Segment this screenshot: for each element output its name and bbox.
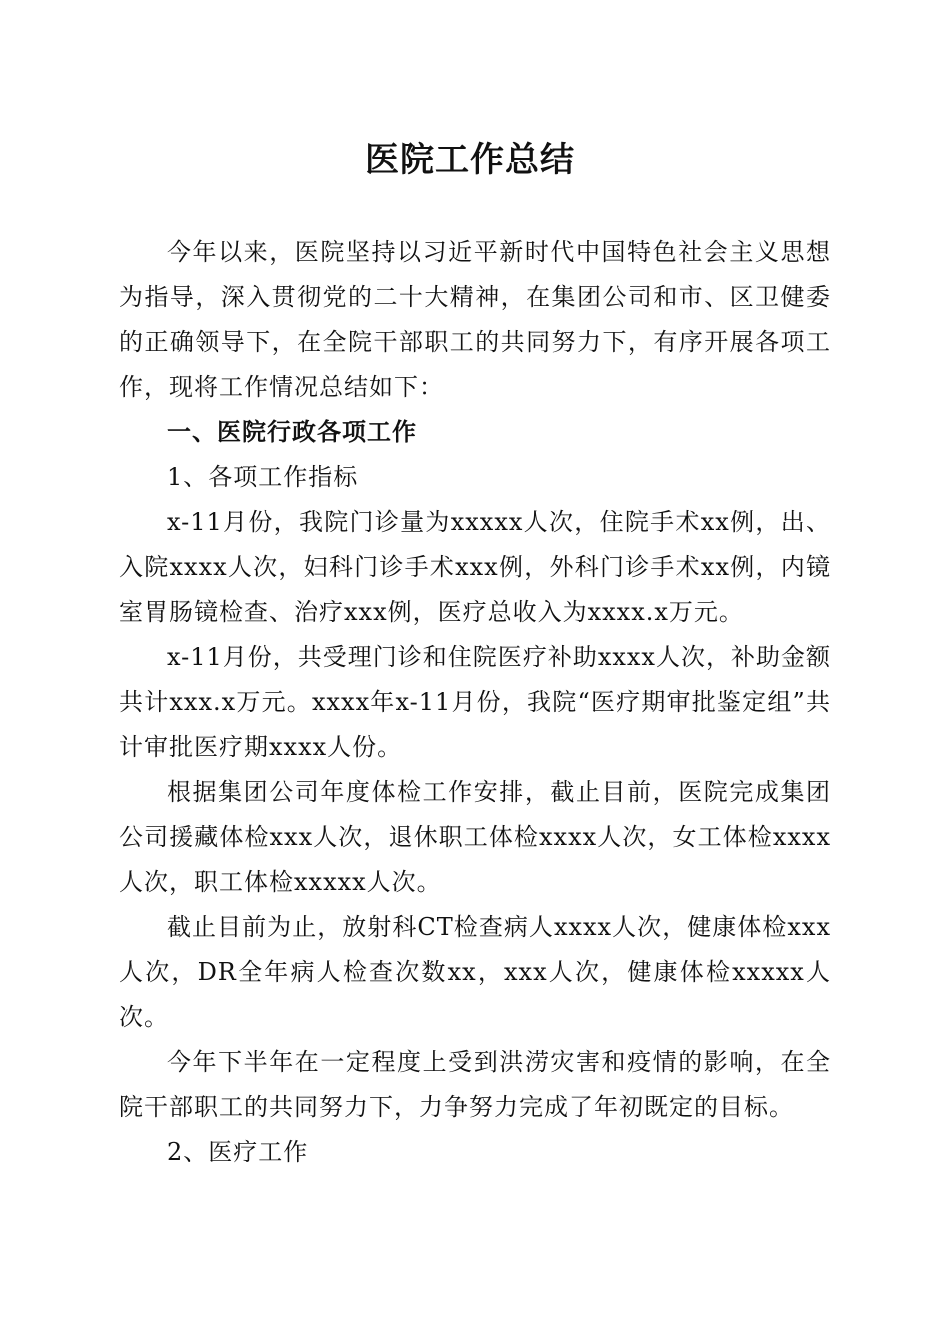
paragraph-flood-impact: 今年下半年在一定程度上受到洪涝灾害和疫情的影响，在全院干部职工的共同努力下，力争努力完成了年初既定的目标。 [119, 1048, 831, 1121]
paragraph-outpatient-stats: x-11月份，我院门诊量为xxxxx人次，住院手术xx例，出、入院xxxx人次，妇科门诊手术xxx例，外科门诊手术xx例，内镜室胃肠镜检查、治疗xxx例，医疗总收入为xxxx.x万元。 [119, 508, 831, 626]
document-title: 医院工作总结 [365, 140, 575, 180]
paragraph-medical-subsidy: x-11月份，共受理门诊和住院医疗补助xxxx人次，补助金额共计xxx.x万元。xxxx年x-11月份，我院“医疗期审批鉴定组”共计审批医疗期xxxx人份。 [119, 643, 831, 761]
subsection-heading-indicators: 1、各项工作指标 [167, 463, 359, 491]
intro-paragraph: 今年以来，医院坚持以习近平新时代中国特色社会主义思想为指导，深入贯彻党的二十大精神，在集团公司和市、区卫健委的正确领导下，在全院干部职工的共同努力下，有序开展各项工作，现将工作情况总结如下： [119, 238, 831, 401]
paragraph-radiology: 截止目前为止，放射科CT检查病人xxxx人次，健康体检xxx人次，DR全年病人检查次数xx，xxx人次，健康体检xxxxx人次。 [119, 913, 831, 1031]
section-heading-admin: 一、医院行政各项工作 [167, 418, 417, 446]
paragraph-physical-exams: 根据集团公司年度体检工作安排，截止目前，医院完成集团公司援藏体检xxx人次，退休职工体检xxxx人次，女工体检xxxx人次，职工体检xxxxx人次。 [119, 778, 831, 896]
document-body [119, 230, 831, 1175]
subsection-heading-medical-work: 2、医疗工作 [167, 1138, 309, 1166]
